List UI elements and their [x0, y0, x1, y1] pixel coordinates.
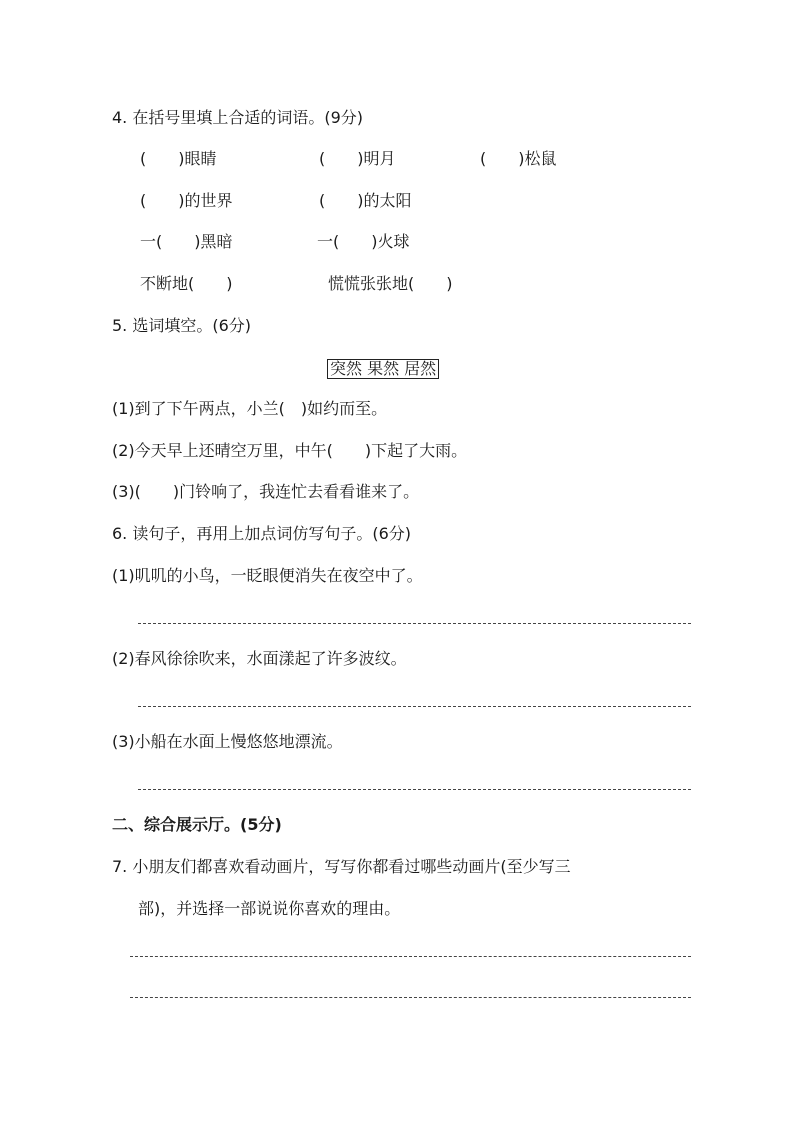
q4-blank-4: ( )的世界: [140, 191, 233, 210]
q4-title: 4. 在括号里填上合适的词语。(9分): [112, 108, 364, 127]
q4-blank-9: 慌慌张张地( ): [328, 274, 453, 293]
q6-title: 6. 读句子，再用上加点词仿写句子。(6分): [112, 524, 412, 543]
q4-blank-7: 一( )火球: [317, 232, 410, 251]
answer-line[interactable]: [138, 789, 691, 790]
q6-item-1: (1)叽叽的小鸟，一眨眼便消失在夜空中了。: [112, 566, 423, 585]
q4-blank-2: ( )明月: [319, 149, 396, 168]
q4-blank-6: 一( )黑暗: [140, 232, 233, 251]
answer-line[interactable]: [130, 956, 691, 957]
section-2-heading: 二、综合展示厅。(5分): [112, 815, 282, 834]
q5-title: 5. 选词填空。(6分): [112, 316, 252, 335]
word-choice-box: 突然 果然 居然: [327, 359, 439, 379]
q4-blank-3: ( )松鼠: [480, 149, 557, 168]
q7-line-2: 部)，并选择一部说说你喜欢的理由。: [138, 899, 401, 918]
q4-blank-5: ( )的太阳: [319, 191, 412, 210]
answer-line[interactable]: [138, 706, 691, 707]
answer-line[interactable]: [138, 623, 691, 624]
q4-blank-1: ( )眼睛: [140, 149, 217, 168]
q4-blank-8: 不断地( ): [140, 274, 233, 293]
q6-item-2: (2)春风徐徐吹来，水面漾起了许多波纹。: [112, 649, 407, 668]
q5-item-2: (2)今天早上还晴空万里，中午( )下起了大雨。: [112, 441, 468, 460]
q6-item-3: (3)小船在水面上慢悠悠地漂流。: [112, 732, 343, 751]
q5-item-1: (1)到了下午两点，小兰( )如约而至。: [112, 399, 388, 418]
q7-line-1: 7. 小朋友们都喜欢看动画片，写写你都看过哪些动画片(至少写三: [112, 857, 571, 876]
q5-item-3: (3)( )门铃响了，我连忙去看看谁来了。: [112, 482, 420, 501]
answer-line[interactable]: [130, 997, 691, 998]
